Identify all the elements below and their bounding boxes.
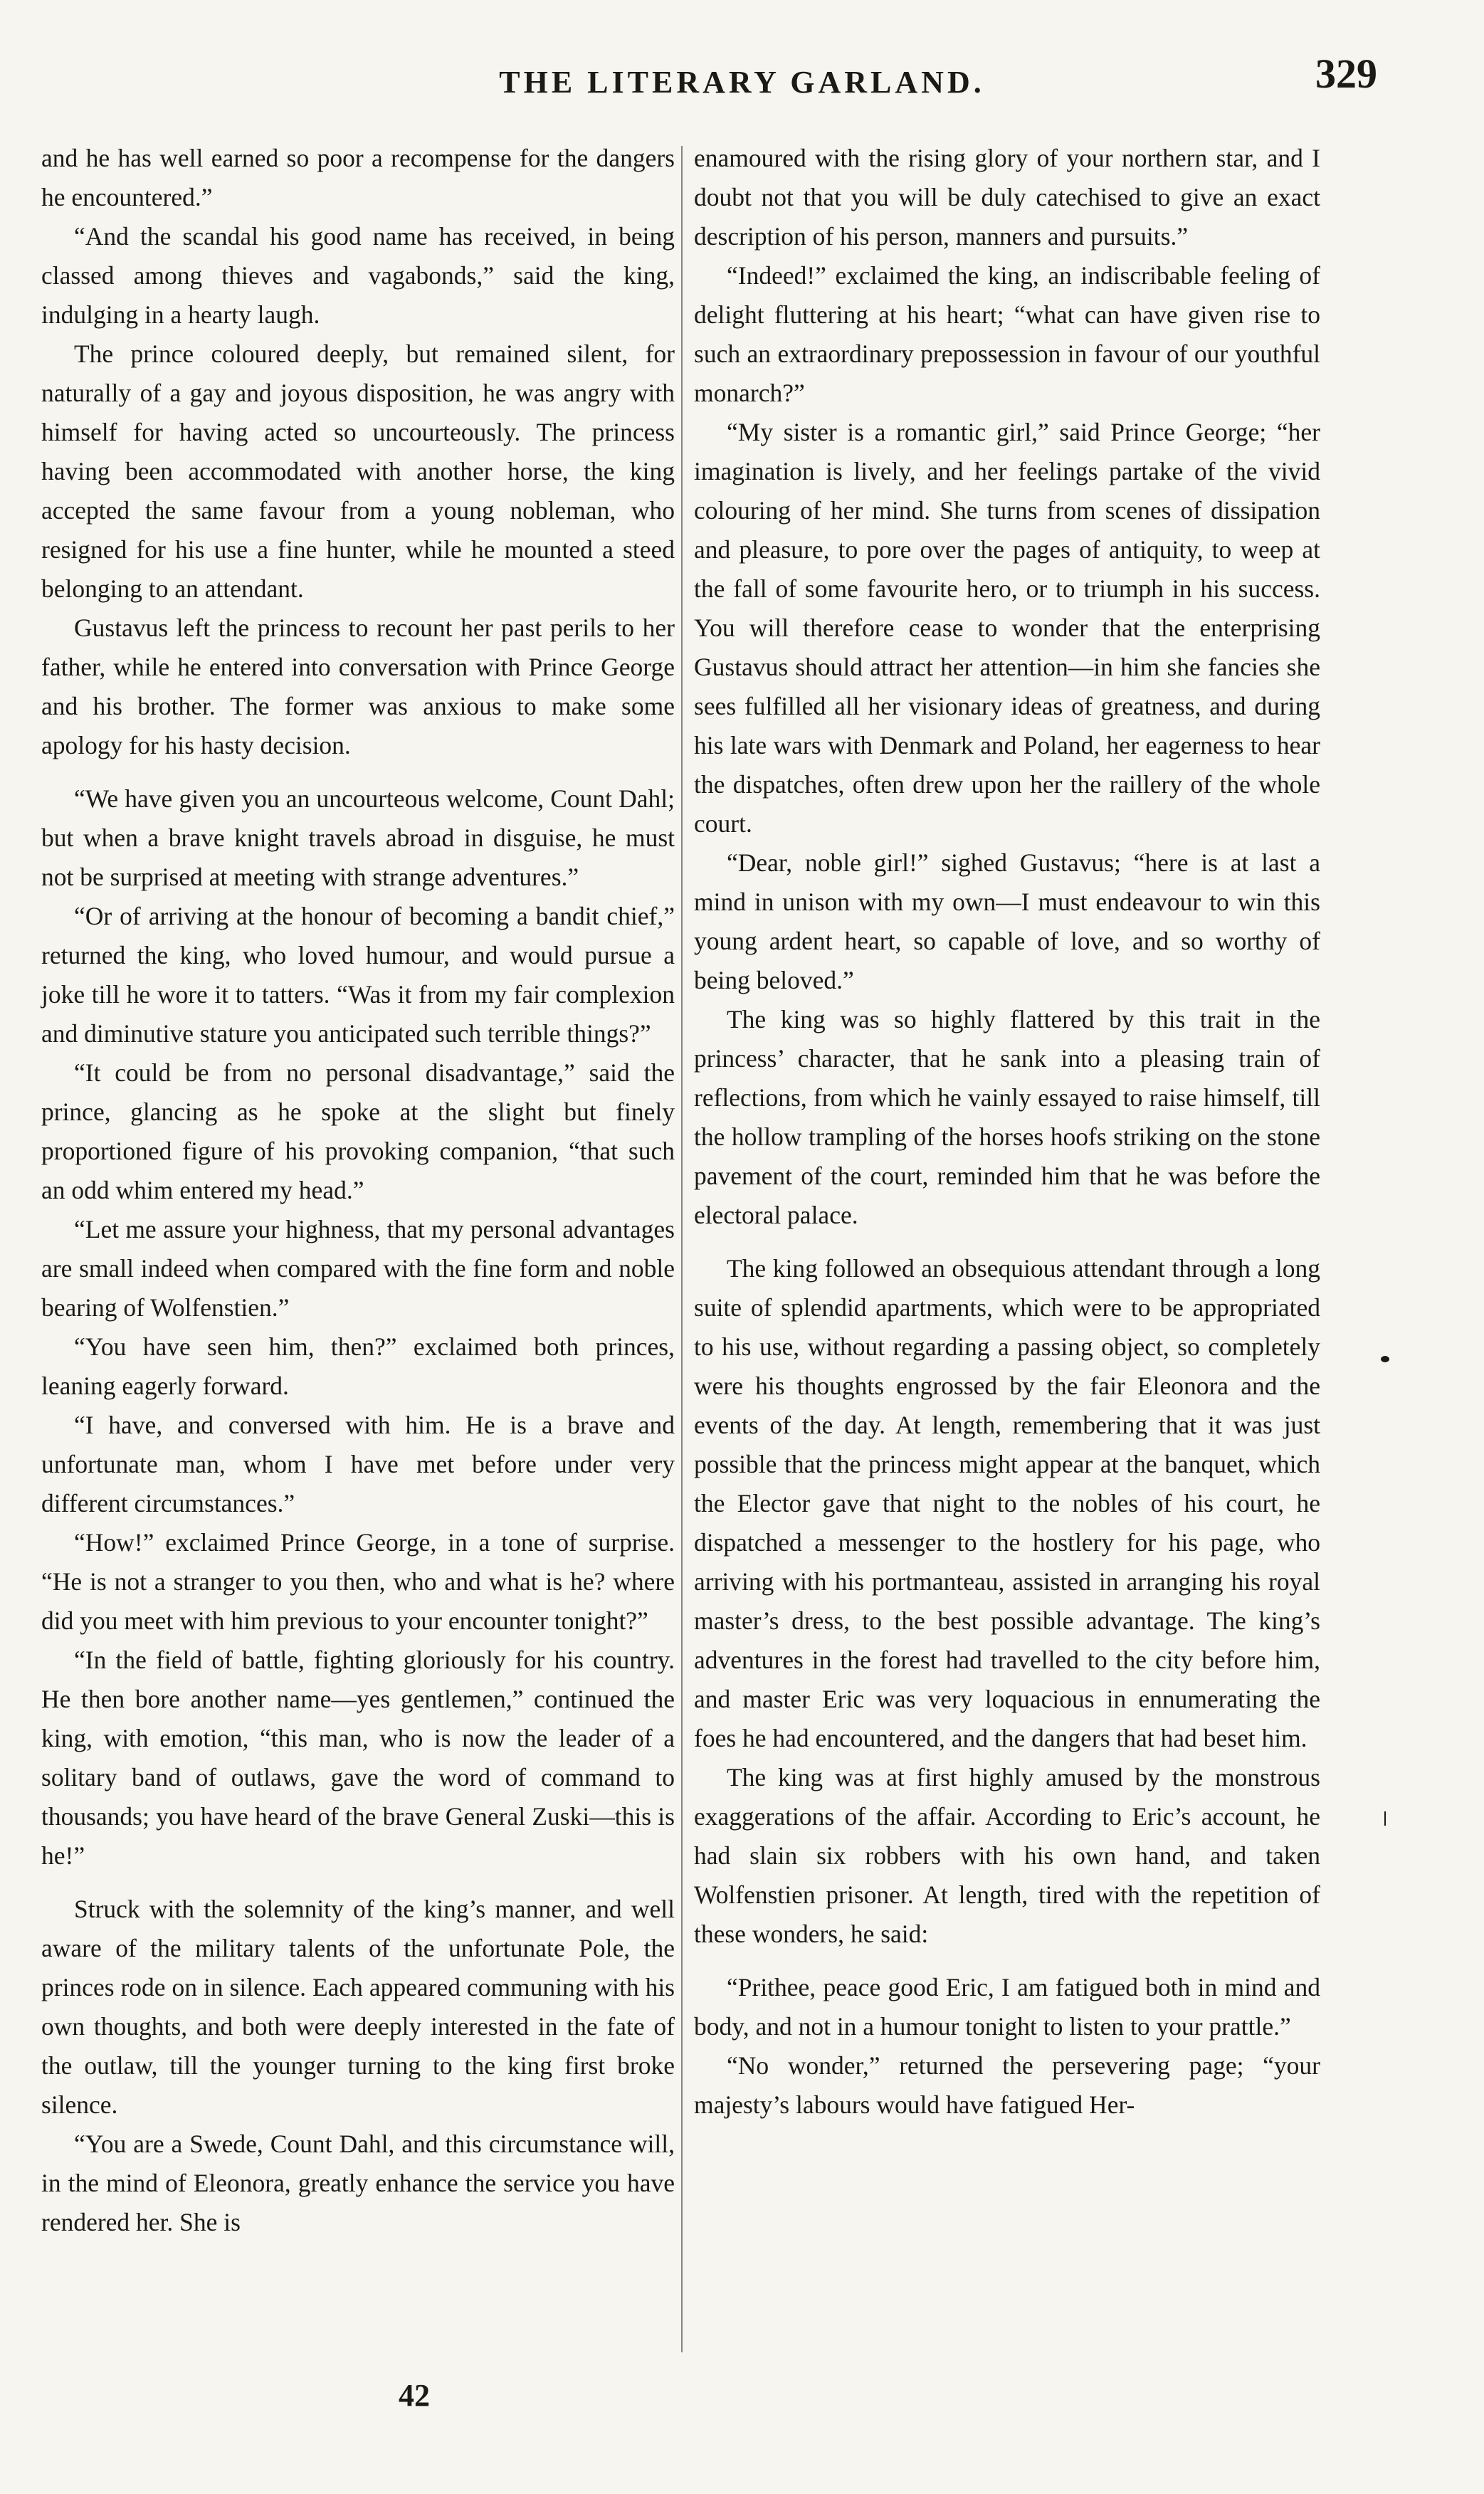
paragraph: “I have, and conversed with him. He is a brave and unfortunate man, whom I have met before under very different circumstances.” [41,1411,675,1517]
right-column [694,139,1320,2125]
paragraph: enamoured with the rising glory of your northern star, and I doubt not that you will be duly catechised to give an exact description of his person, manners and pursuits.” [694,144,1320,251]
paragraph: “You are a Swede, Count Dahl, and this circumstance will, in the mind of Eleonora, greatly enhance the service you have rendered her. She is [41,2130,675,2236]
paragraph: “We have given you an uncourteous welcome, Count Dahl; but when a brave knight travels abroad in disguise, he must not be surprised at meeting with strange adventures.” [41,784,675,891]
left-column [41,139,675,2242]
page-number: 329 [1315,51,1377,97]
paragraph: “It could be from no personal disadvantage,” said the prince, glancing as he spoke at the slight but finely proportioned figure of his provoking companion, “that such an odd whim entered my head.” [41,1058,675,1204]
ink-blot-mark [1381,1356,1389,1362]
running-title: THE LITERARY GARLAND. [499,65,985,100]
paragraph: The prince coloured deeply, but remained silent, for naturally of a gay and joyous disposition, he was angry with himself for having acted so uncourteously. The princess having been accommodated with another horse, the king accepted the same favour from a young nobleman, who resigned for his use a fine hunter, while he mounted a steed belonging to an attendant. [41,340,675,603]
paragraph: The king was so highly flattered by this trait in the princess’ character, that he sank into a pleasing train of reflections, from which he vainly essayed to raise himself, till the hollow trampling of the horses hoofs striking on the stone pavement of the court, reminded him that he was before the electoral palace. [694,1005,1320,1229]
paragraph: “No wonder,” returned the persevering page; “your majesty’s labours would have fatigued Her- [694,2051,1320,2119]
signature-mark: 42 [399,2378,430,2413]
paragraph: “My sister is a romantic girl,” said Prince George; “her imagination is lively, and her feelings partake of the vivid colouring of her mind. She turns from scenes of dissipation and pleasure, to pore over the pages of antiquity, to weep at the fall of some favourite hero, or to triumph in his success. You will therefore cease to wonder that the enterprising Gustavus should attract her attention—in him she fancies she sees fulfilled all her visionary ideas of greatness, and during his late wars with Denmark and Poland, her eagerness to hear the dispatches, often drew upon her the raillery of the whole court. [694,418,1320,838]
paragraph: “Let me assure your highness, that my personal advantages are small indeed when compared with the fine form and noble bearing of Wolfenstien.” [41,1215,675,1322]
paragraph: The king was at first highly amused by the monstrous exaggerations of the affair. According to Eric’s account, he had slain six robbers with his own hand, and taken Wolfenstien prisoner. At length, tired with the repetition of these wonders, he said: [694,1763,1320,1948]
paragraph: “How!” exclaimed Prince George, in a tone of surprise. “He is not a stranger to you then, who and what is he? where did you meet with him previous to your encounter tonight?” [41,1528,675,1635]
paragraph: “Indeed!” exclaimed the king, an indiscribable feeling of delight fluttering at his heart; “what can have given rise to such an extraordinary prepossession in favour of our youthful monarch?” [694,261,1320,407]
paragraph: “Dear, noble girl!” sighed Gustavus; “here is at last a mind in unison with my own—I must endeavour to win this young ardent heart, so capable of love, and so worthy of being beloved.” [694,848,1320,994]
paragraph: The king followed an obsequious attendant through a long suite of splendid apartments, which were to be appropriated to his use, without regarding a passing object, so completely were his thoughts engrossed by the fair Eleonora and the events of the day. At length, remembering that it was just possible that the princess might appear at the banquet, which the Elector gave that night to the nobles of his court, he dispatched a messenger to the hostlery for his page, who arriving with his portmanteau, assisted in arranging his royal master’s dress, to the best possible advantage. The king’s adventures in the forest had travelled to the city before him, and master Eric was very loquacious in ennumerating the foes he had encountered, and the dangers that had beset him. [694,1254,1320,1752]
ink-stroke-mark [1384,1811,1386,1826]
paragraph: “You have seen him, then?” exclaimed both princes, leaning eagerly forward. [41,1332,675,1400]
paragraph: Struck with the solemnity of the king’s manner, and well aware of the military talents of the unfortunate Pole, the princes rode on in silence. Each appeared communing with his own thoughts, and both were deeply interested in the fate of the outlaw, till the younger turning to the king first broke silence. [41,1895,675,2119]
paragraph: “Prithee, peace good Eric, I am fatigued both in mind and body, and not in a humour tonight to listen to your prattle.” [694,1973,1320,2041]
column-divider [681,146,683,2352]
paragraph: “And the scandal his good name has received, in being classed among thieves and vagabonds,” said the king, indulging in a hearty laugh. [41,222,675,329]
paragraph: and he has well earned so poor a recompense for the dangers he encountered.” [41,144,675,211]
paragraph: Gustavus left the princess to recount her past perils to her father, while he entered into conversation with Prince George and his brother. The former was anxious to make some apology for his hasty decision. [41,614,675,759]
page-header [0,43,1484,107]
paragraph: “In the field of battle, fighting gloriously for his country. He then bore another name—yes gentlemen,” continued the king, with emotion, “this man, who is now the leader of a solitary band of outlaws, gave the word of command to thousands; you have heard of the brave General Zuski—this is he!” [41,1646,675,1870]
paragraph: “Or of arriving at the honour of becoming a bandit chief,” returned the king, who loved humour, and would pursue a joke till he wore it to tatters. “Was it from my fair complexion and diminutive stature you anticipated such terrible things?” [41,902,675,1048]
